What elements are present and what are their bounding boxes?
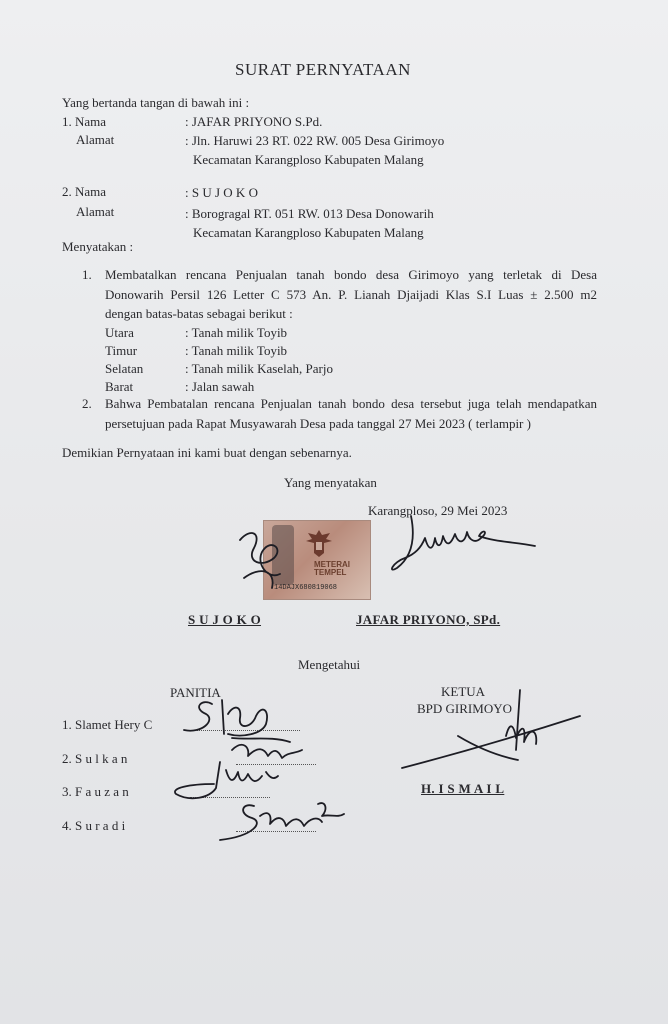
person1-name: : JAFAR PRIYONO S.Pd. [185,114,323,129]
panitia-member: 1. Slamet Hery C [62,717,153,732]
panitia-member: 3. F a u z a n [62,784,129,799]
person1-name-label: 1. Nama [62,114,107,129]
signature-ismail [398,686,588,776]
person1-address-line2: Kecamatan Karangploso Kabupaten Malang [193,152,424,167]
person1-address-label: Alamat [76,132,115,147]
person2-name-label: 2. Nama [62,184,107,199]
yang-menyatakan: Yang menyatakan [284,475,377,490]
signature-suradi [214,796,354,846]
point1-line3: dengan batas-batas sebagai berikut : [105,306,293,321]
intro-text: Yang bertanda tangan di bawah ini : [62,95,250,110]
signature-jafar [385,508,545,588]
border-dir: Barat [105,379,134,394]
point2-line2: persetujuan pada Rapat Musyawarah Desa pada tanggal 27 Mei 2023 ( terlampir ) [105,416,531,431]
declare-label: Menyatakan : [62,239,134,254]
panitia-heading: PANITIA [170,685,221,700]
point2-number: 2. [82,396,92,411]
point2-line1: Bahwa Pembatalan rencana Penjualan tanah bondo desa tersebut juga telah mendapatkan [105,396,597,411]
ketua-name: H. I S M A I L [421,781,505,796]
stamp-label: METERAI TEMPEL [314,560,350,577]
border-value: : Tanah milik Kaselah, Parjo [185,361,333,376]
closing-text: Demikian Pernyataan ini kami buat dengan sebenarnya. [62,445,352,460]
point1-number: 1. [82,267,92,282]
place-date: Karangploso, 29 Mei 2023 [368,503,508,518]
border-value: : Jalan sawah [185,379,255,394]
point1-line1: Membatalkan rencana Penjualan tanah bondo desa Girimoyo yang terletak di Desa [105,267,597,282]
signature-sujoko [232,518,312,598]
person2-address-label: Alamat [76,204,115,219]
panitia-member: 2. S u l k a n [62,751,128,766]
stamp-serial: 14DAJX680819068 [274,584,338,592]
person2-name: : S U J O K O [185,185,258,200]
border-dir: Selatan [105,361,144,376]
border-dir: Utara [105,325,134,340]
person1-address-line1: : Jln. Haruwi 23 RT. 022 RW. 005 Desa Girimoyo [185,133,445,148]
person2-address-line1: : Borogragal RT. 051 RW. 013 Desa Donowarih [185,206,434,221]
mengetahui-label: Mengetahui [298,657,361,672]
signer-right-name: JAFAR PRIYONO, SPd. [356,612,501,627]
ketua-line1: KETUA [441,684,486,699]
border-value: : Tanah milik Toyib [185,325,288,340]
panitia-member: 4. S u r a d i [62,818,126,833]
signer-left-name: S U J O K O [188,612,262,627]
border-dir: Timur [105,343,138,358]
document-title: SURAT PERNYATAAN [235,60,411,79]
ketua-line2: BPD GIRIMOYO [417,701,512,716]
border-value: : Tanah milik Toyib [185,343,288,358]
person2-address-line2: Kecamatan Karangploso Kabupaten Malang [193,225,424,240]
point1-line2: Donowarih Persil 126 Letter C 573 An. P. Lianah Djaijadi Klas S.I Luas ± 2.500 m2 [105,287,597,302]
